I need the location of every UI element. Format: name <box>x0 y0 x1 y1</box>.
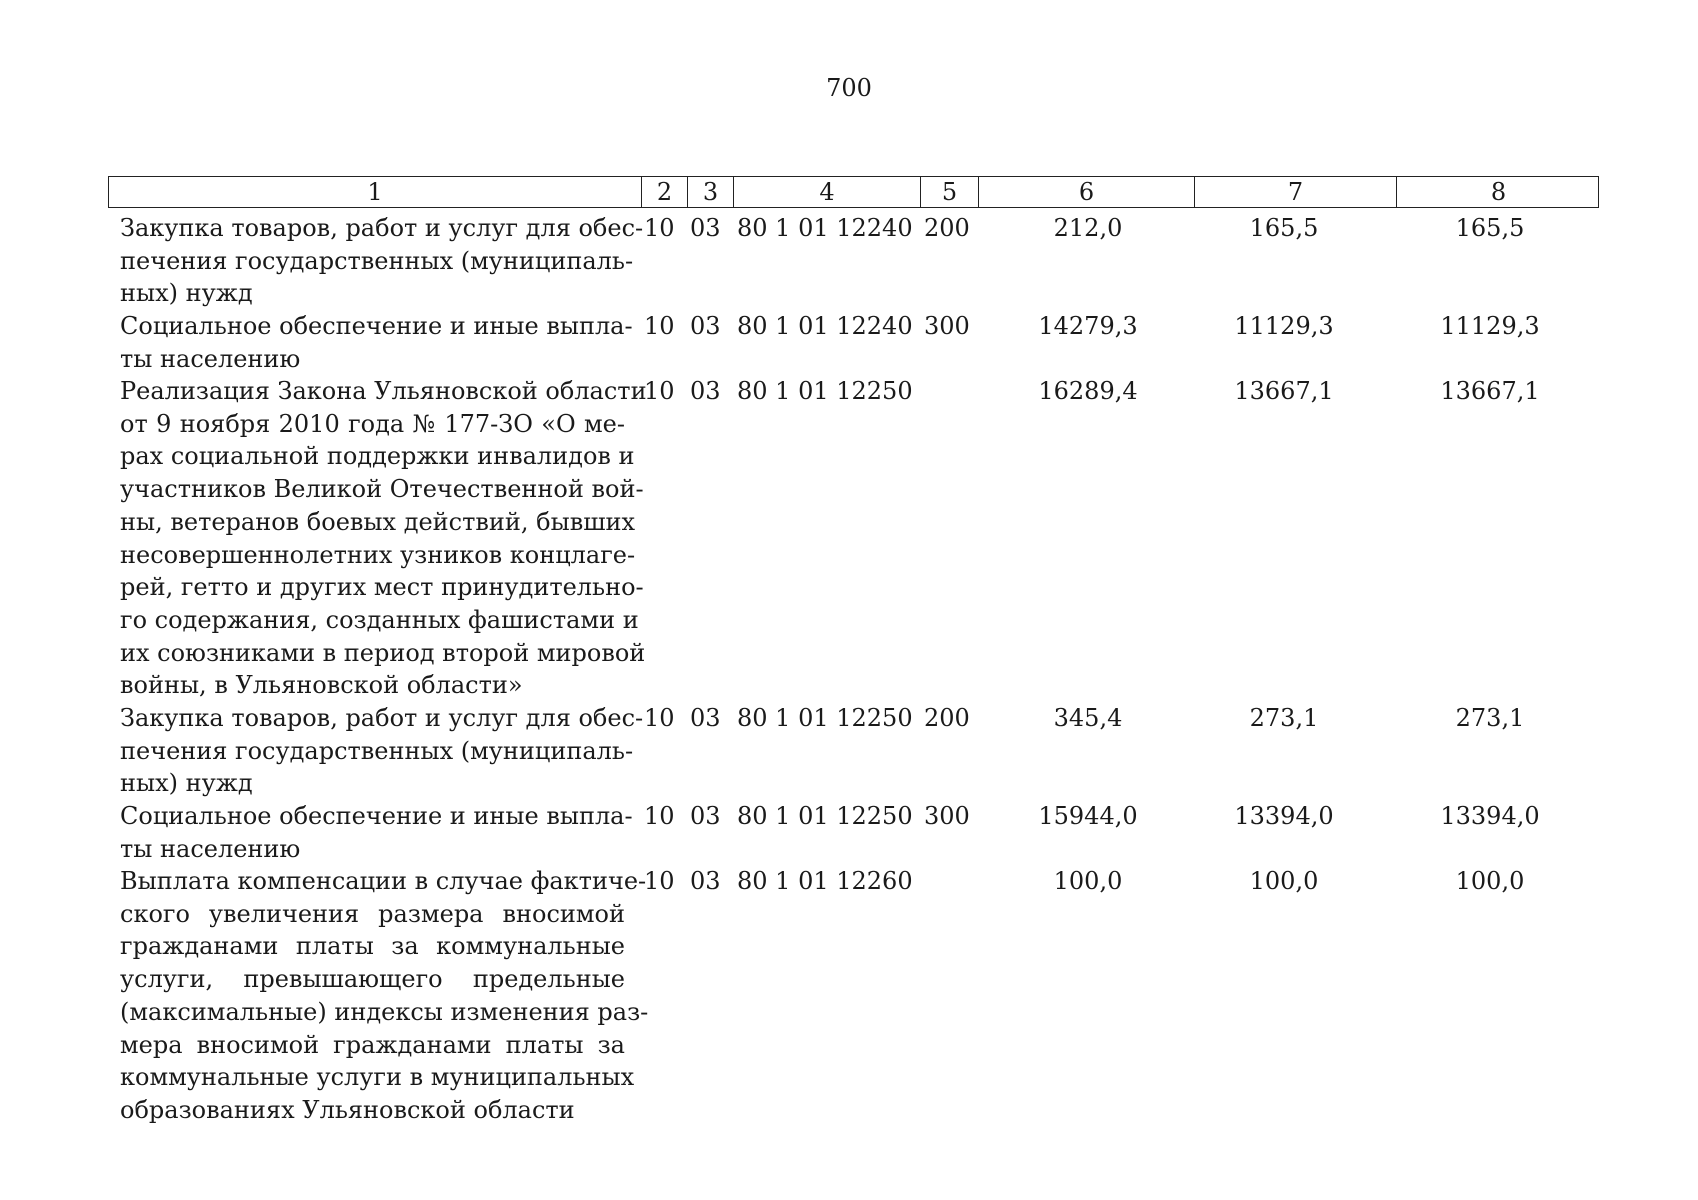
description-line: Закупка товаров, работ и услуг для обес- <box>120 704 644 732</box>
description-line: Социальное обеспечение и иные выпла- <box>120 802 633 830</box>
amount-col-8: 165,5 <box>1455 214 1525 242</box>
amount-col-8: 11129,3 <box>1440 312 1540 340</box>
target-article-code: 80 1 01 12260 <box>737 867 913 895</box>
description-line: рей, гетто и других мест принудительно- <box>120 573 644 602</box>
description-line: образованиях Ульяновской области <box>120 1095 575 1124</box>
description-line: войны, в Ульяновской области» <box>120 671 523 700</box>
row-description <box>120 800 633 865</box>
target-article-code: 80 1 01 12240 <box>737 214 913 242</box>
amount-col-8: 100,0 <box>1455 867 1525 895</box>
description-line: ты населению <box>120 834 301 863</box>
description-line: го содержания, созданных фашистами и <box>120 605 639 634</box>
description-line: ных) нужд <box>120 279 253 308</box>
description-line: (максимальные) индексы изменения раз- <box>120 997 649 1026</box>
row-description <box>120 702 644 800</box>
header-col-6: 6 <box>978 177 1194 207</box>
amount-col-7: 165,5 <box>1249 214 1319 242</box>
row-description <box>120 865 649 1127</box>
header-col-3: 3 <box>687 177 733 207</box>
description-line: гражданами платы за коммунальные <box>120 932 625 961</box>
header-col-2: 2 <box>641 177 687 207</box>
description-line: их союзниками в период второй мировой <box>120 638 646 667</box>
description-line: печения государственных (муниципаль- <box>120 736 634 765</box>
amount-col-6: 212,0 <box>1053 214 1123 242</box>
section-code: 10 <box>644 214 675 242</box>
section-code: 10 <box>644 802 675 830</box>
table-header <box>108 176 1599 208</box>
header-col-4: 4 <box>733 177 920 207</box>
target-article-code: 80 1 01 12250 <box>737 704 913 732</box>
description-line: Социальное обеспечение и иные выпла- <box>120 312 633 340</box>
row-description <box>120 310 633 375</box>
header-col-8: 8 <box>1396 177 1600 207</box>
amount-col-6: 14279,3 <box>1038 312 1138 340</box>
amount-col-7: 100,0 <box>1249 867 1319 895</box>
amount-col-7: 13667,1 <box>1234 377 1334 405</box>
amount-col-8: 273,1 <box>1455 704 1525 732</box>
subsection-code: 03 <box>690 704 721 732</box>
amount-col-7: 273,1 <box>1249 704 1319 732</box>
section-code: 10 <box>644 704 675 732</box>
description-line: участников Великой Отечественной вой- <box>120 475 644 504</box>
subsection-code: 03 <box>690 802 721 830</box>
expense-type-code: 200 <box>924 704 970 732</box>
description-line: Закупка товаров, работ и услуг для обес- <box>120 214 644 242</box>
page-number: 700 <box>826 74 872 102</box>
subsection-code: 03 <box>690 312 721 340</box>
description-line: ны, ветеранов боевых действий, бывших <box>120 507 636 536</box>
amount-col-6: 100,0 <box>1053 867 1123 895</box>
row-description <box>120 375 647 702</box>
expense-type-code: 300 <box>924 312 970 340</box>
subsection-code: 03 <box>690 214 721 242</box>
target-article-code: 80 1 01 12250 <box>737 802 913 830</box>
header-col-5: 5 <box>920 177 978 207</box>
header-col-1: 1 <box>367 178 383 206</box>
subsection-code: 03 <box>690 377 721 405</box>
amount-col-8: 13394,0 <box>1440 802 1540 830</box>
description-line: рах социальной поддержки инвалидов и <box>120 442 635 471</box>
expense-type-code: 200 <box>924 214 970 242</box>
description-line: несовершеннолетних узников концлаге- <box>120 540 636 569</box>
description-line: от 9 ноября 2010 года № 177-ЗО «О ме- <box>120 409 625 438</box>
description-line: мера вносимой гражданами платы за <box>120 1030 625 1059</box>
expense-type-code: 300 <box>924 802 970 830</box>
description-line: печения государственных (муниципаль- <box>120 246 634 275</box>
description-line: ных) нужд <box>120 769 253 798</box>
target-article-code: 80 1 01 12250 <box>737 377 913 405</box>
description-line: ского увеличения размера вносимой <box>120 899 625 928</box>
description-line: Выплата компенсации в случае фактиче- <box>120 867 647 895</box>
description-line: ты населению <box>120 344 301 373</box>
header-col-7: 7 <box>1194 177 1396 207</box>
amount-col-6: 16289,4 <box>1038 377 1138 405</box>
description-line: коммунальные услуги в муниципальных <box>120 1063 635 1092</box>
section-code: 10 <box>644 312 675 340</box>
section-code: 10 <box>644 377 675 405</box>
subsection-code: 03 <box>690 867 721 895</box>
amount-col-6: 345,4 <box>1053 704 1123 732</box>
description-line: услуги, превышающего предельные <box>120 965 625 994</box>
section-code: 10 <box>644 867 675 895</box>
amount-col-7: 11129,3 <box>1234 312 1334 340</box>
target-article-code: 80 1 01 12240 <box>737 312 913 340</box>
amount-col-7: 13394,0 <box>1234 802 1334 830</box>
description-line: Реализация Закона Ульяновской области <box>120 377 647 405</box>
amount-col-8: 13667,1 <box>1440 377 1540 405</box>
row-description <box>120 212 644 310</box>
amount-col-6: 15944,0 <box>1038 802 1138 830</box>
